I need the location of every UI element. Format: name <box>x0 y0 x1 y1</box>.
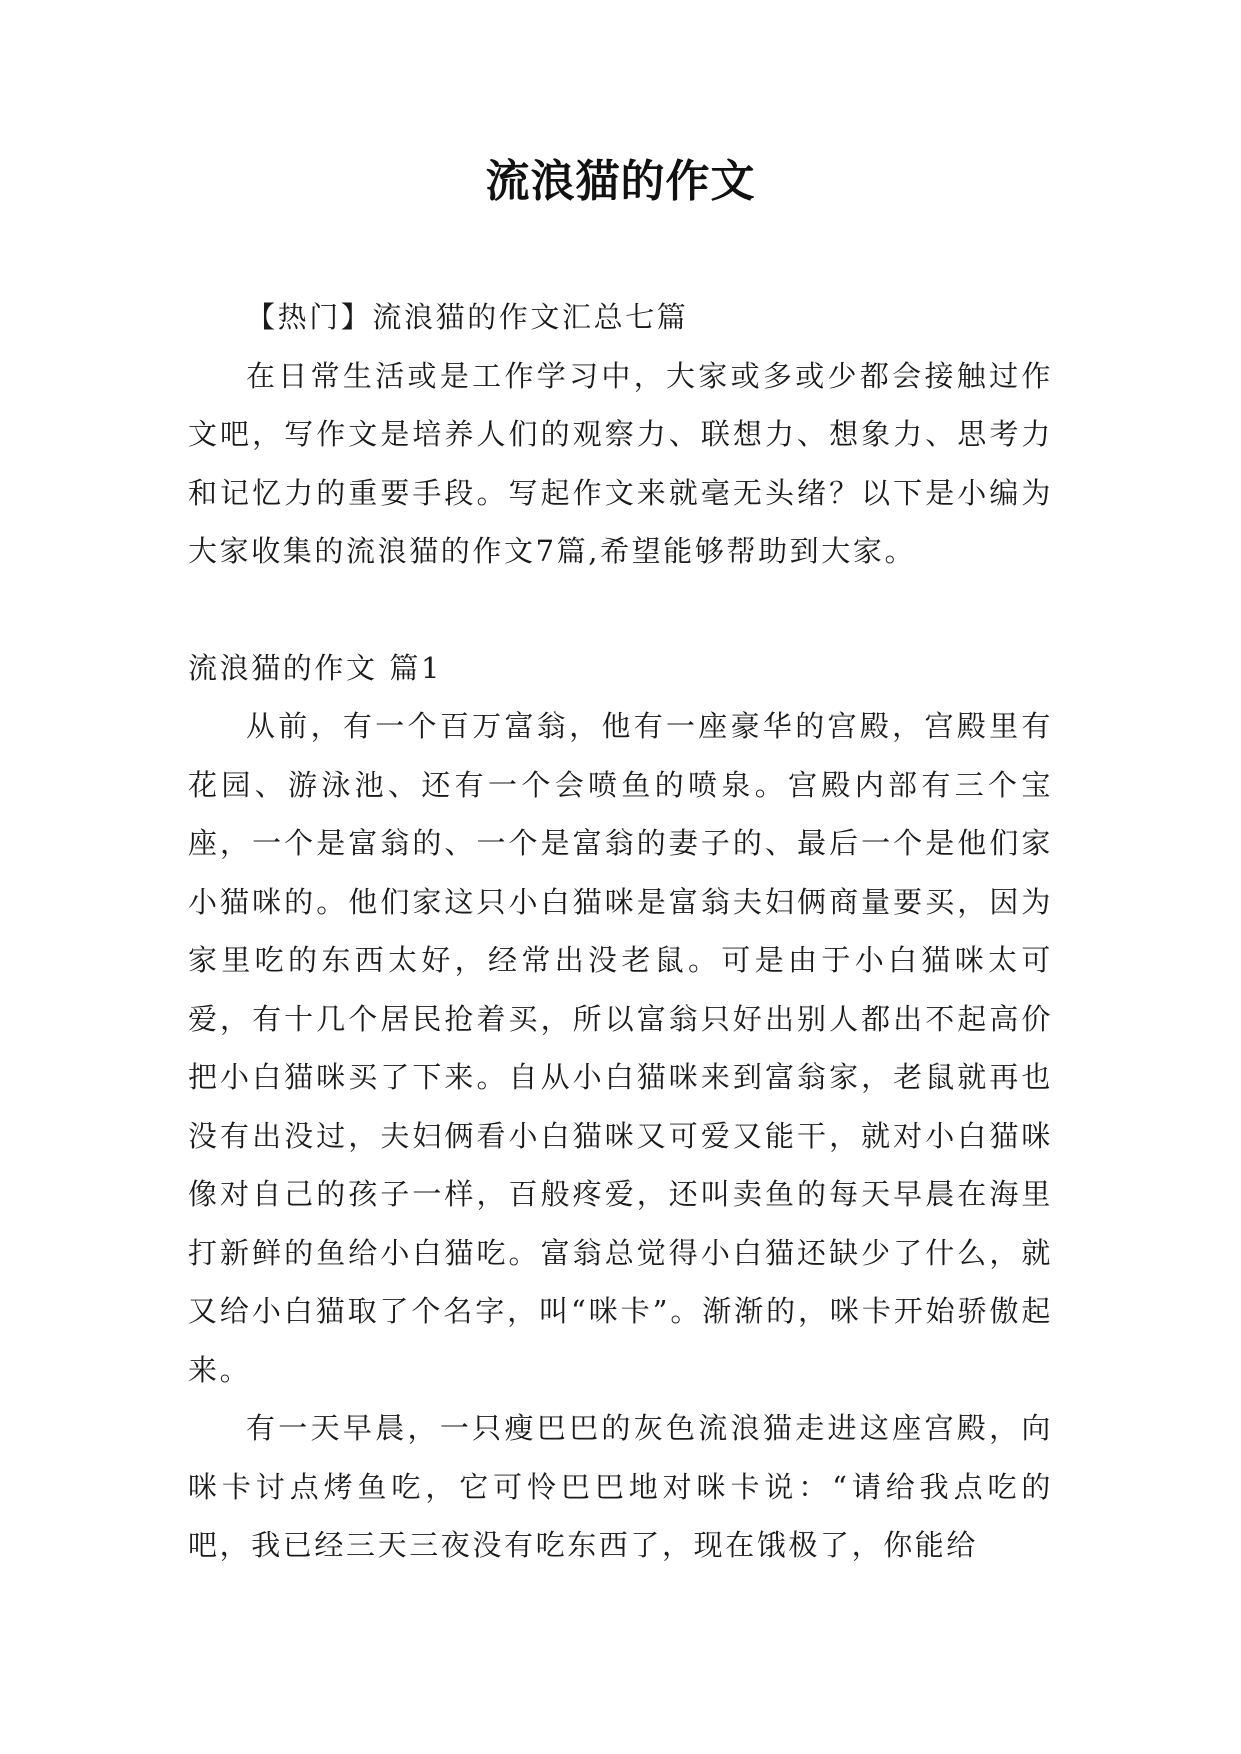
document-body <box>188 288 1053 1575</box>
section-paragraph: 有一天早晨，一只瘦巴巴的灰色流浪猫走进这座宫殿，向咪卡讨点烤鱼吃，它可怜巴巴地对咪卡说：“请给我点吃的吧，我已经三天三夜没有吃东西了，现在饿极了，你能给 <box>188 1411 1053 1562</box>
document-heading: 【热门】流浪猫的作文汇总七篇 <box>246 300 689 334</box>
document-title: 流浪猫的作文 <box>485 156 756 207</box>
section-paragraph: 从前，有一个百万富翁，他有一座豪华的宫殿，宫殿里有花园、游泳池、还有一个会喷鱼的喷泉。宫殿内部有三个宝座，一个是富翁的、一个是富翁的妻子的、最后一个是他们家小猫咪的。他们家这只小白猫咪是富翁夫妇俩商量要买，因为家里吃的东西太好，经常出没老鼠。可是由于小白猫咪太可爱，有十几个居民抢着买，所以富翁只好出别人都出不起高价把小白猫咪买了下来。自从小白猫咪来到富翁家，老鼠就再也没有出没过，夫妇俩看小白猫咪又可爱又能干，就对小白猫咪像对自己的孩子一样，百般疼爱，还叫卖鱼的每天早晨在海里打新鲜的鱼给小白猫吃。富翁总觉得小白猫还缺少了什么，就又给小白猫取了个名字，叫“咪卡”。渐渐的，咪卡开始骄傲起来。 <box>188 709 1053 1387</box>
section-title: 流浪猫的作文 篇1 <box>188 650 443 685</box>
intro-paragraph: 在日常生活或是工作学习中，大家或多或少都会接触过作文吧，写作文是培养人们的观察力、联想力、想象力、思考力和记忆力的重要手段。写起作文来就毫无头绪？以下是小编为大家收集的流浪猫的作文7篇,希望能够帮助到大家。 <box>188 358 1053 568</box>
paragraph-spacer <box>188 581 1053 639</box>
